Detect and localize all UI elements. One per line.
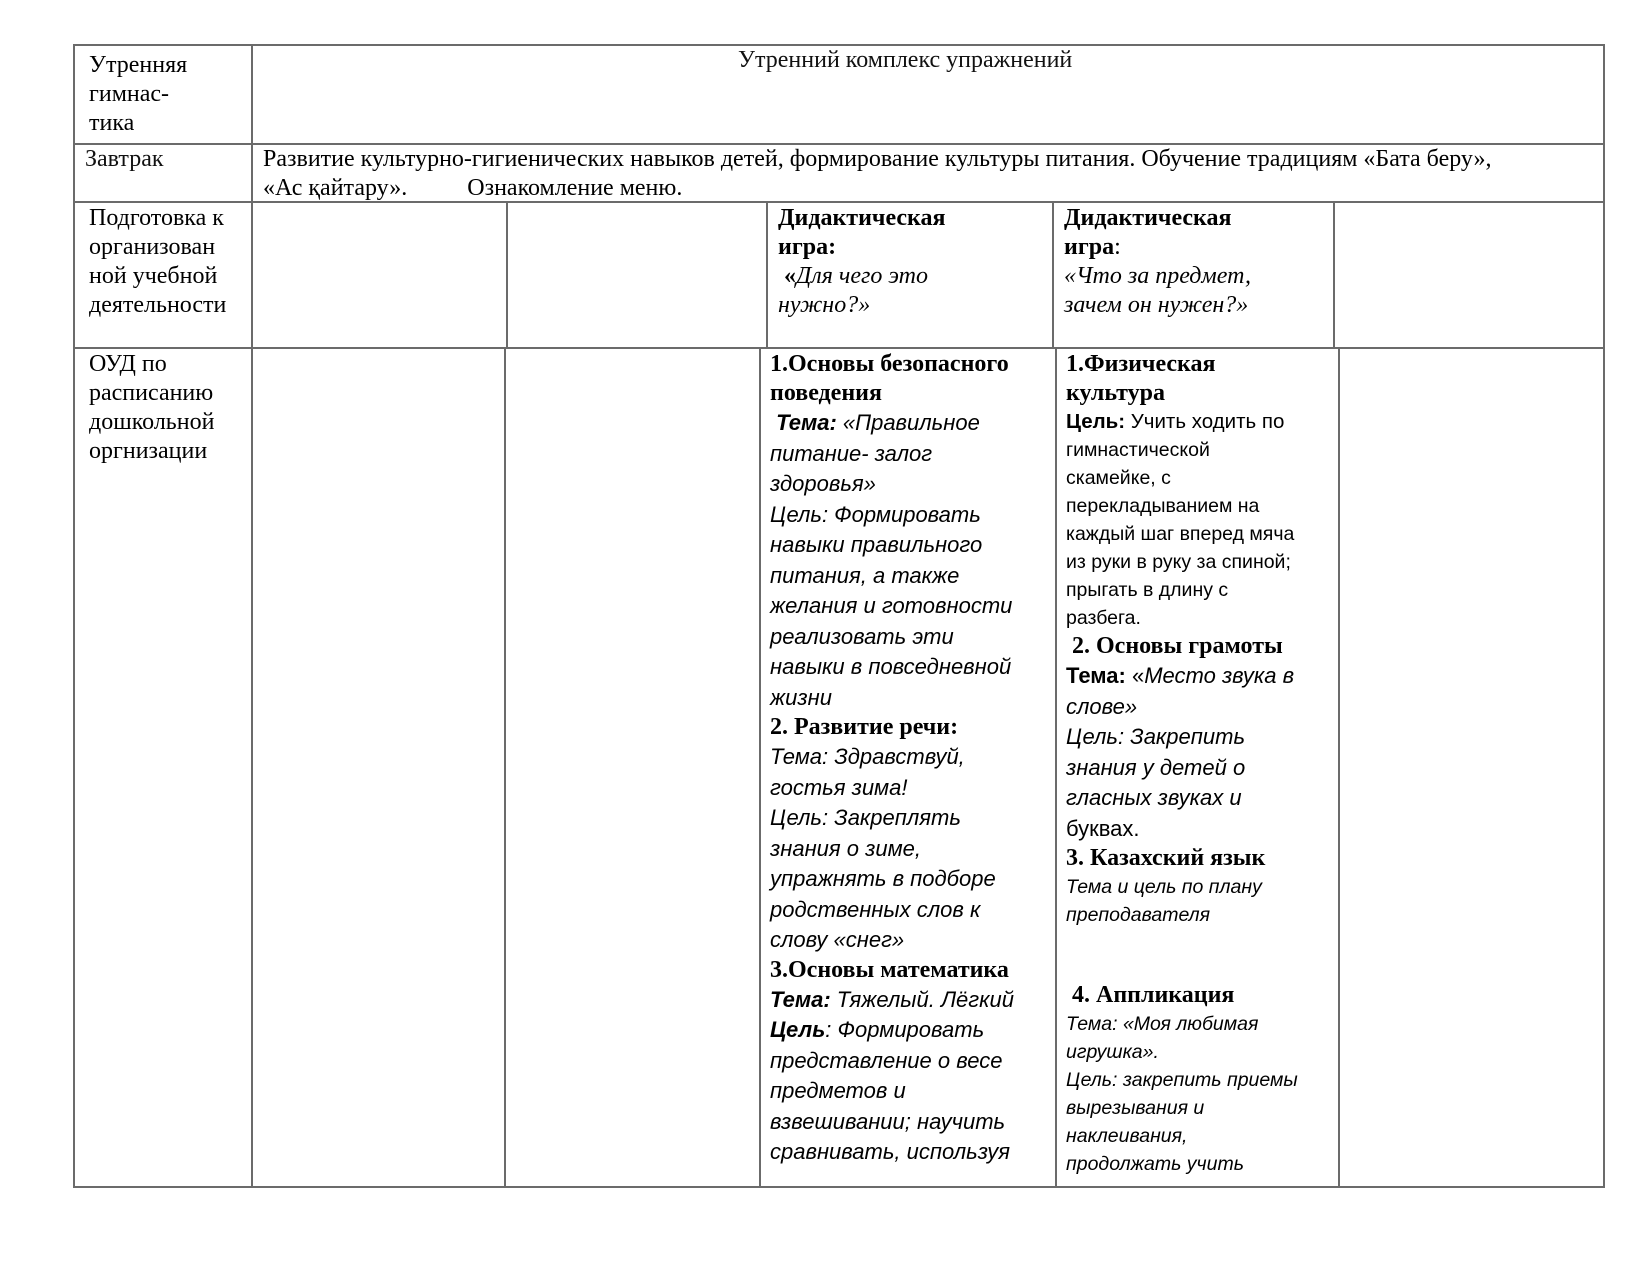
preparation-label: Подготовка к организован ной учебной деятельности	[89, 205, 227, 318]
didactic-game-2: Дидактическая игра: «Что за предмет, зачем он нужен?»	[1064, 205, 1252, 318]
table-border-left	[73, 44, 75, 1187]
oud-plan-col4: 1.Физическая культура Цель: Учить ходить по гимнастической скамейке, с перекладыванием на каждый шаг вперед мяча из руки в руку за спиной; прыгать в длину с разбега. 2. Основы грамоты Тема: «Место звука в слове» Цель: Закрепить знания у детей о гласных звуках и буквах. 3. Казахский язык Тема и цель по плану преподавателя 4. Аппликация Тема: «Моя любимая игрушка». Цель: закрепить приемы вырезывания и наклеивания, продолжать учить	[1066, 351, 1298, 1175]
column-divider	[759, 347, 761, 1187]
column-divider	[1338, 347, 1340, 1187]
breakfast-content: Развитие культурно-гигиенических навыков детей, формирование культуры питания. Обучение традициям «Бата беру», «Ас қайтару». Ознакомление меню.	[263, 146, 1492, 201]
gymnastics-label: Утренняя гимнас- тика	[89, 52, 188, 136]
column-divider	[251, 44, 253, 1187]
column-divider	[504, 347, 506, 1187]
column-divider	[1055, 347, 1057, 1187]
oud-plan-col3: 1.Основы безопасного поведения Тема: «Правильное питание- залог здоровья» Цель: Формировать навыки правильного питания, а также желания и готовности реализовать эти навыки в повседневной жизни 2. Развитие речи: Тема: Здравствуй, гостья зима! Цель: Закреплять знания о зиме, упражнять в подборе родственных слов к слову «снег» 3.Основы математика Тема: Тяжелый. Лёгкий Цель: Формировать представление о весе предметов и взвешивании; научить сравнивать, используя	[770, 351, 1014, 1164]
table-border-bottom	[73, 1186, 1605, 1188]
table-border-right	[1603, 44, 1605, 1187]
column-divider	[1333, 201, 1335, 348]
oud-label: ОУД по расписанию дошкольной оргнизации	[89, 351, 215, 464]
breakfast-label: Завтрак	[85, 146, 164, 172]
column-divider	[506, 201, 508, 348]
column-divider	[1052, 201, 1054, 348]
gymnastics-content: Утренний комплекс упражнений	[738, 47, 1073, 73]
didactic-game-1: Дидактическая игра: «Для чего это нужно?»	[778, 205, 946, 318]
row-divider	[73, 347, 1605, 349]
column-divider	[766, 201, 768, 348]
